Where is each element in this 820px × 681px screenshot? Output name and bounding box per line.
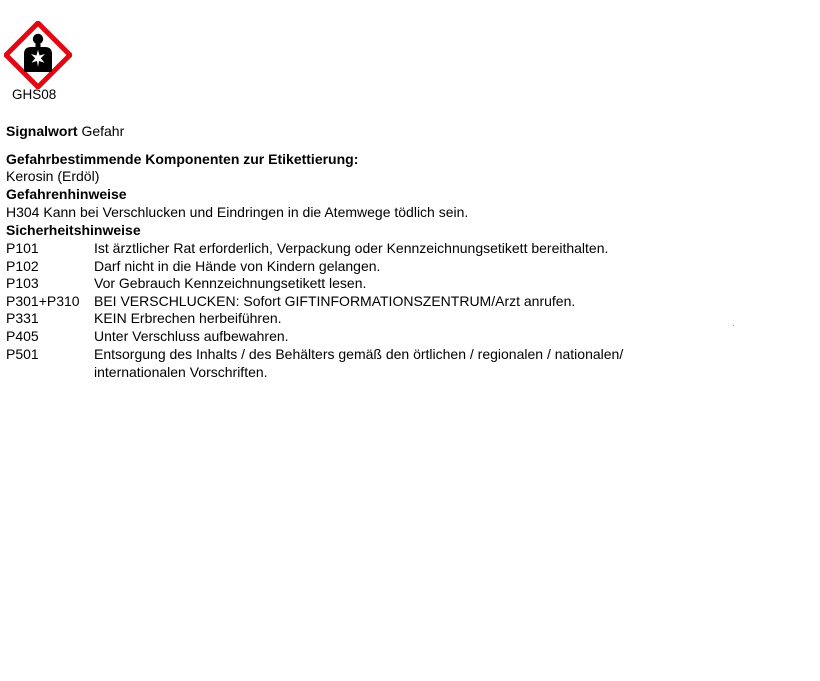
precaution-row-p331 <box>6 310 282 327</box>
precaution-row-p301-p310 <box>6 293 575 310</box>
precaution-row-p501 <box>6 346 623 363</box>
precaution-code: P102 <box>6 258 39 274</box>
precaution-text: Ist ärztlicher Rat erforderlich, Verpackung oder Kennzeichnungsetikett bereithalten. <box>94 240 609 256</box>
signal-word-label: Signalwort <box>6 123 78 139</box>
speck <box>733 325 734 326</box>
hazard-statement-h304: H304 Kann bei Verschlucken und Eindringen in die Atemwege tödlich sein. <box>6 204 469 220</box>
components-value: Kerosin (Erdöl) <box>6 168 100 184</box>
precaution-code: P331 <box>6 310 39 326</box>
precaution-code: P103 <box>6 275 39 291</box>
hazard-heading: Gefahrenhinweise <box>6 186 127 202</box>
precaution-code: P301+P310 <box>6 293 80 309</box>
precaution-row-p405 <box>6 328 289 345</box>
precaution-row-p101 <box>6 240 608 257</box>
precaution-text: BEI VERSCHLUCKEN: Sofort GIFTINFORMATIONSZENTRUM/Arzt anrufen. <box>94 293 576 309</box>
pictogram-label: GHS08 <box>12 87 57 102</box>
precaution-text: KEIN Erbrechen herbeiführen. <box>94 310 282 326</box>
precaution-heading: Sicherheitshinweise <box>6 222 141 238</box>
precaution-text-continuation: internationalen Vorschriften. <box>94 364 268 380</box>
precaution-row-p102 <box>6 258 380 275</box>
precaution-code: P101 <box>6 240 39 256</box>
precaution-code: P405 <box>6 328 39 344</box>
precaution-text: Vor Gebrauch Kennzeichnungsetikett lesen. <box>94 275 367 291</box>
signal-word-line <box>6 123 124 140</box>
precaution-text: Darf nicht in die Hände von Kindern gelangen. <box>94 258 381 274</box>
components-heading: Gefahrbestimmende Komponenten zur Etikettierung: <box>6 151 359 167</box>
ghs08-health-hazard-icon <box>4 21 72 89</box>
precaution-text: Entsorgung des Inhalts / des Behälters gemäß den örtlichen / regionalen / nationalen/ <box>94 346 624 362</box>
precaution-code: P501 <box>6 346 39 362</box>
signal-word-value: Gefahr <box>81 123 125 139</box>
precaution-text: Unter Verschluss aufbewahren. <box>94 328 289 344</box>
precaution-row-p103 <box>6 275 366 292</box>
